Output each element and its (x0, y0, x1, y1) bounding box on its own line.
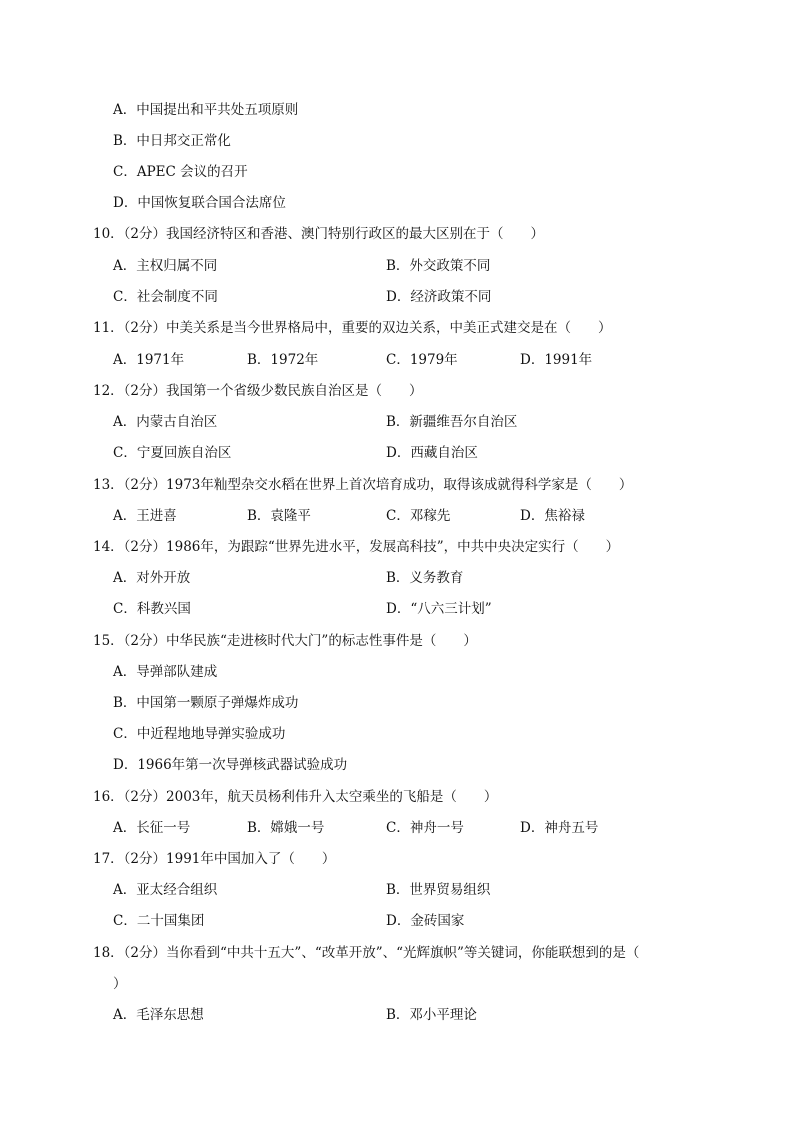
q9-option-c: C．APEC 会议的召开 (113, 164, 248, 180)
q13-option-b: B．袁隆平 (247, 508, 311, 524)
q18-stem: 18．（2分）当你看到“中共十五大”、“改革开放”、“光辉旗帜”等关键词，你能联想到的是（ (93, 945, 640, 961)
q9-option-d: D．中国恢复联合国合法席位 (113, 195, 286, 211)
q10-option-c: C．社会制度不同 (113, 289, 218, 305)
q15-option-b: B．中国第一颗原子弹爆炸成功 (113, 695, 299, 711)
q14-option-a: A．对外开放 (113, 570, 191, 586)
q10-option-b: B．外交政策不同 (386, 258, 491, 274)
q14-option-c: C．科教兴国 (113, 601, 191, 617)
q17-option-d: D．金砖国家 (386, 913, 465, 929)
q13-option-d: D．焦裕禄 (520, 508, 585, 524)
q9-option-b: B．中日邦交正常化 (113, 133, 231, 149)
q16-stem: 16．（2分）2003年，航天员杨利伟升入太空乘坐的飞船是（ ） (93, 789, 498, 805)
q13-stem: 13．（2分）1973年籼型杂交水稻在世界上首次培育成功，取得该成就得科学家是（ ） (93, 477, 633, 493)
q10-option-d: D．经济政策不同 (386, 289, 492, 305)
q14-option-d: D．“八六三计划” (386, 601, 492, 617)
q16-option-c: C．神舟一号 (386, 820, 464, 836)
q18-option-b: B．邓小平理论 (386, 1007, 477, 1023)
q18-option-a: A．毛泽东思想 (113, 1007, 204, 1023)
q11-option-d: D．1991年 (520, 352, 593, 368)
q16-option-a: A．长征一号 (113, 820, 191, 836)
q10-option-a: A．主权归属不同 (113, 258, 218, 274)
q16-option-b: B．嫦娥一号 (247, 820, 325, 836)
q13-option-a: A．王进喜 (113, 508, 177, 524)
q11-option-a: A．1971年 (113, 352, 185, 368)
q18-stem-continued: ） (113, 976, 127, 992)
q12-option-d: D．西藏自治区 (386, 445, 478, 461)
q17-option-b: B．世界贸易组织 (386, 882, 491, 898)
q14-option-b: B．义务教育 (386, 570, 464, 586)
q17-option-c: C．二十国集团 (113, 913, 205, 929)
q13-option-c: C．邓稼先 (386, 508, 451, 524)
q11-stem: 11．（2分）中美关系是当今世界格局中，重要的双边关系，中美正式建交是在（ ） (93, 320, 612, 336)
q11-option-b: B．1972年 (247, 352, 319, 368)
q11-option-c: C．1979年 (386, 352, 458, 368)
q17-stem: 17．（2分）1991年中国加入了（ ） (93, 851, 336, 867)
q14-stem: 14．（2分）1986年，为跟踪“世界先进水平，发展高科技”，中共中央决定实行（ ） (93, 539, 620, 555)
q12-option-b: B．新疆维吾尔自治区 (386, 414, 518, 430)
q15-option-a: A．导弹部队建成 (113, 664, 218, 680)
q15-option-d: D．1966年第一次导弹核武器试验成功 (113, 757, 348, 773)
q12-stem: 12．（2分）我国第一个省级少数民族自治区是（ ） (93, 383, 423, 399)
q16-option-d: D．神舟五号 (520, 820, 599, 836)
q9-option-a: A．中国提出和平共处五项原则 (113, 102, 299, 118)
q12-option-c: C．宁夏回族自治区 (113, 445, 232, 461)
q15-option-c: C．中近程地地导弹实验成功 (113, 726, 286, 742)
q15-stem: 15．（2分）中华民族“走进核时代大门”的标志性事件是（ ） (93, 633, 477, 649)
q12-option-a: A．内蒙古自治区 (113, 414, 218, 430)
q10-stem: 10．（2分）我国经济特区和香港、澳门特别行政区的最大区别在于（ ） (93, 226, 545, 242)
q17-option-a: A．亚太经合组织 (113, 882, 218, 898)
